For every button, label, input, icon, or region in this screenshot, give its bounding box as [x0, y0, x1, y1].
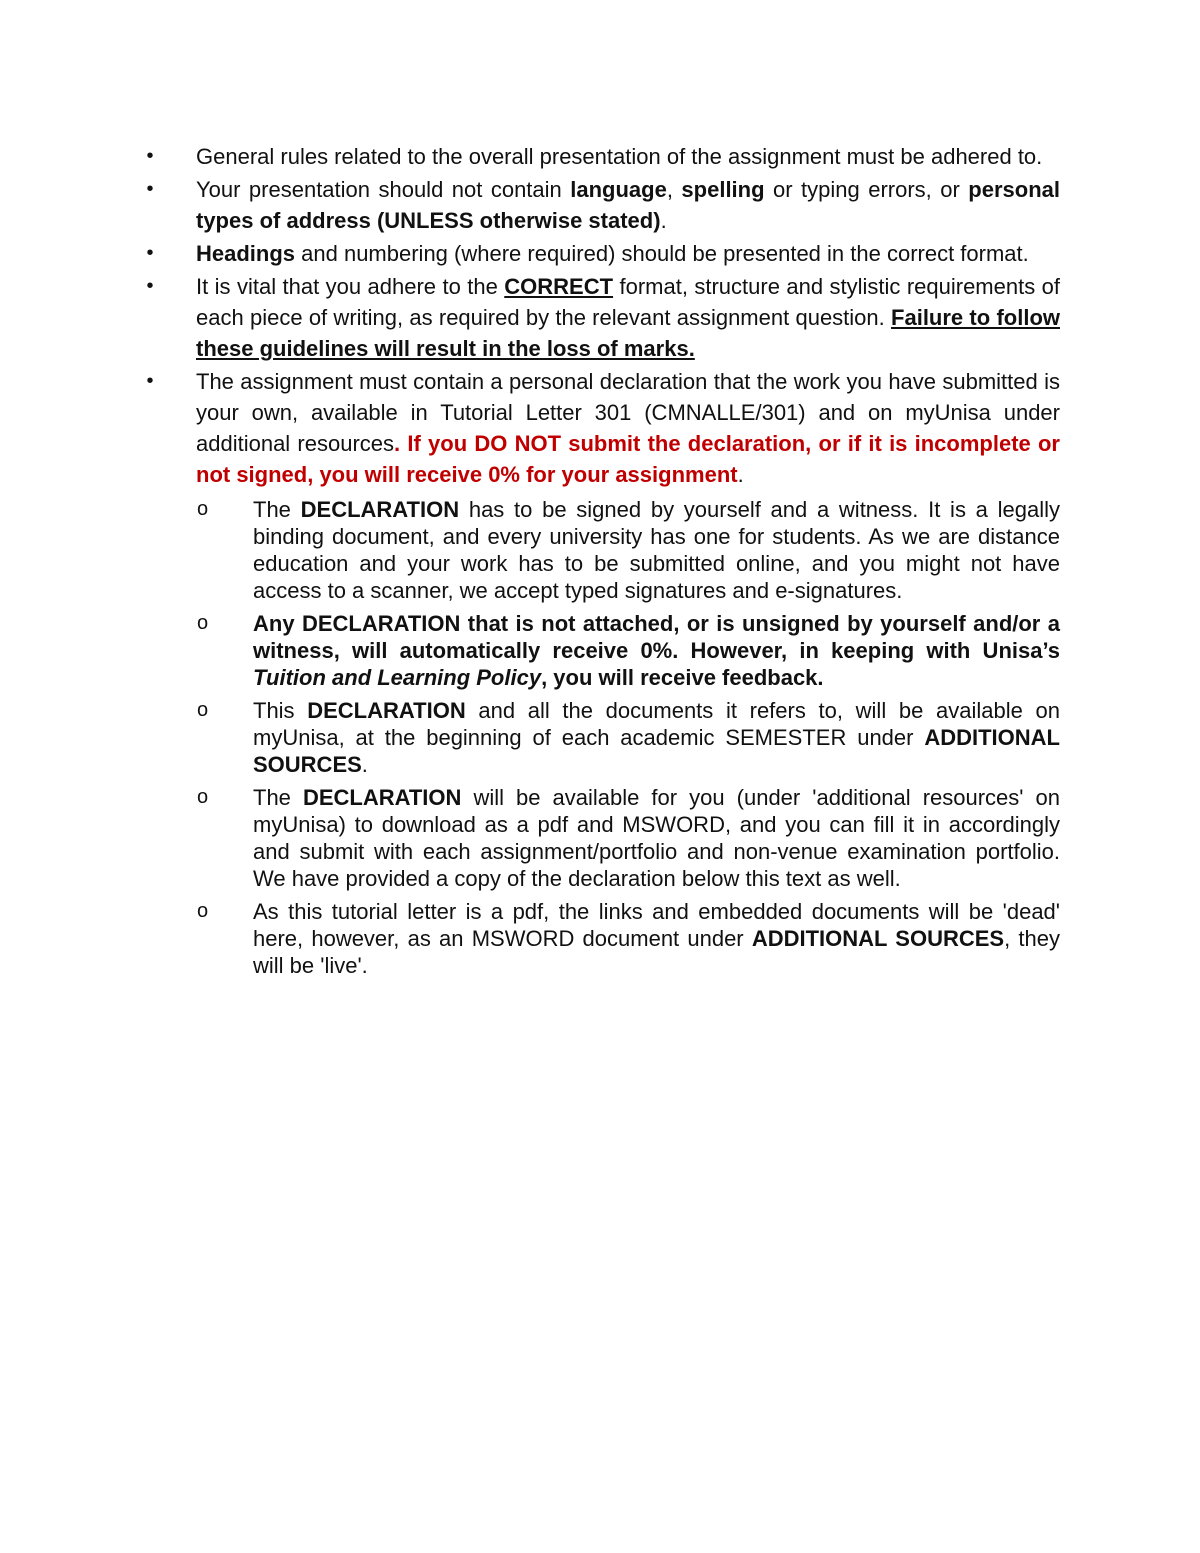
item-text: and numbering (where required) should be presented in the correct format.	[295, 241, 1029, 266]
warning-declaration-red: . If you DO NOT submit the declaration, or if it is incomplete or not signed, you will receive 0% for your assignment	[196, 431, 1060, 487]
item-text: Any DECLARATION that is not attached, or is unsigned by yourself and/or a witness, will automatically receive 0%. However, in keeping with Unisa’s	[253, 611, 1060, 663]
emphasis-correct: CORRECT	[504, 274, 614, 299]
emphasis-personal-address: personal types of address (UNLESS otherwise stated)	[196, 177, 1060, 233]
item-text: Your presentation should not contain	[196, 177, 571, 202]
item-text: , you will receive feedback.	[541, 665, 824, 690]
item-text: format, structure and stylistic requirements of each piece of writing, as required by the relevant assignment question.	[196, 274, 1060, 330]
sub-bullet-icon: o	[197, 699, 209, 721]
bullet-icon: •	[146, 178, 154, 200]
emphasis-additional-sources: ADDITIONAL SOURCES	[751, 926, 1005, 951]
item-text: This	[253, 698, 308, 723]
item-text: or typing errors, or	[764, 177, 969, 202]
item-text: The	[253, 785, 303, 810]
item-text: , they will be 'live'.	[253, 926, 1061, 978]
emphasis-declaration: DECLARATION	[302, 785, 462, 810]
item-text: The assignment must contain a personal declaration that the work you have submitted is your own, available in Tutorial Letter 301 (CMNALLE/301) and on myUnisa under additional resources	[196, 369, 1060, 456]
bullet-icon: •	[146, 145, 154, 167]
item-text: The	[253, 497, 301, 522]
item-text: .	[660, 208, 667, 233]
emphasis-declaration: DECLARATION	[307, 698, 466, 723]
list-item-language-errors	[140, 174, 1060, 236]
sub-item-download	[140, 784, 1060, 892]
item-text: As this tutorial letter is a pdf, the links and embedded documents will be 'dead' here, however, as an MSWORD document under	[253, 899, 1060, 951]
list-item-correct-format	[140, 271, 1060, 364]
sub-bullet-icon: o	[197, 612, 209, 634]
emphasis-language: language	[570, 177, 667, 202]
sub-item-availability	[140, 697, 1060, 778]
emphasis-headings: Headings	[196, 241, 296, 266]
list-item-headings	[140, 238, 1060, 269]
sub-item-links	[140, 898, 1060, 979]
requirements-list	[140, 141, 1060, 985]
sub-bullet-icon: o	[197, 900, 209, 922]
item-text: General rules related to the overall presentation of the assignment must be adhered to.	[196, 144, 1043, 169]
item-text: .	[737, 462, 744, 487]
item-text: and all the documents it refers to, will be available on myUnisa, at the beginning of each academic SEMESTER under	[253, 698, 1060, 750]
list-item-presentation-rules	[140, 141, 1060, 172]
declaration-sub-list	[196, 496, 1060, 979]
item-text: It is vital that you adhere to the	[196, 274, 505, 299]
sub-item-unsigned-warning	[140, 610, 1060, 691]
sub-bullet-icon: o	[197, 498, 209, 520]
emphasis-declaration: DECLARATION	[300, 497, 460, 522]
sub-bullet-icon: o	[197, 786, 209, 808]
item-text: has to be signed by yourself and a witness. It is a legally binding document, and every university has one for students. As we are distance education and your work has to be submitted online, and you might not have access to a scanner, we accept typed signatures and e-signatures.	[253, 497, 1060, 603]
item-text: ,	[666, 177, 682, 202]
sub-item-signing	[140, 496, 1060, 604]
emphasis-spelling: spelling	[681, 177, 765, 202]
emphasis-policy: Tuition and Learning Policy	[253, 665, 542, 690]
list-item-declaration	[140, 366, 1060, 979]
item-text: will be available for you (under 'additional resources' on myUnisa) to download as a pdf and MSWORD, and you can fill it in accordingly and submit with each assignment/portfolio and non-venue examination portfolio. We have provided a copy of the declaration below this text as well.	[253, 785, 1060, 891]
bullet-icon: •	[146, 370, 154, 392]
bullet-icon: •	[146, 242, 154, 264]
item-text: .	[361, 752, 368, 777]
bullet-icon: •	[146, 275, 154, 297]
emphasis-additional-sources: ADDITIONAL SOURCES	[253, 725, 1060, 777]
warning-loss-of-marks: Failure to follow these guidelines will result in the loss of marks.	[196, 305, 1060, 361]
